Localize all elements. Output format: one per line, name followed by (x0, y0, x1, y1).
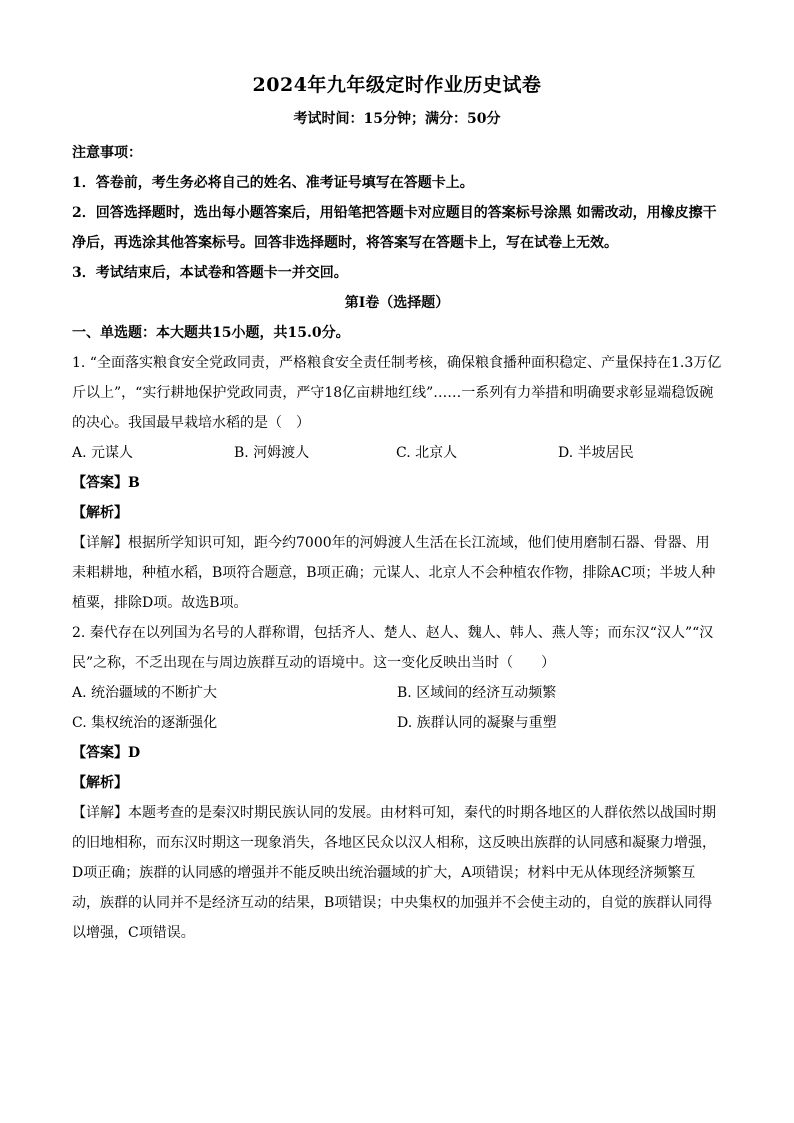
question-1 (72, 348, 722, 618)
exam-info: 考试时间：15分钟；满分：50分 (293, 111, 501, 127)
answer-label: 【答案】B (72, 475, 140, 491)
notice-item: 2．回答选择题时，选出每小题答案后，用铅笔把答题卡对应题目的答案标号涂黑 如需改动，用橡皮擦干净后，再选涂其他答案标号。回答非选择题时，将答案写在答题卡上，写在试卷上无效。 (72, 205, 717, 251)
option-a: A. 统治疆域的不断扩大 (72, 685, 218, 701)
option-b: B. 河姆渡人 (234, 445, 310, 461)
notice-item: 3．考试结束后，本试卷和答题卡一并交回。 (72, 265, 348, 281)
option-list (72, 678, 722, 738)
analysis-label: 【解析】 (72, 775, 128, 791)
notice-item: 1．答卷前，考生务必将自己的姓名、准考证号填写在答题卡上。 (72, 175, 474, 191)
section-title: 第Ⅰ卷（选择题） (344, 295, 450, 311)
detail-text: 【详解】本题考查的是秦汉时期民族认同的发展。由材料可知，秦代的时期各地区的人群依然以战国时期的旧地相称，而东汉时期这一现象消失，各地区民众以汉人相称，这反映出族群的认同感和凝聚力增强，D项正确；族群的认同感的增强并不能反映出统治疆域的扩大，A项错误；材料中无从体现经济频繁互动，族群的认同并不是经济互动的结果，B项错误；中央集权的加强并不会使主动的，自觉的族群认同得以增强，C项错误。 (72, 805, 716, 941)
question-2 (72, 618, 722, 948)
page-title: 2024年九年级定时作业历史试卷 (252, 74, 542, 96)
option-list (72, 438, 722, 468)
exam-body (72, 138, 722, 948)
option-b: B. 区域间的经济互动频繁 (397, 685, 557, 701)
option-a: A. 元谋人 (72, 445, 134, 461)
option-d: D. 半坡居民 (558, 445, 634, 461)
notice-heading: 注意事项： (72, 145, 142, 161)
option-c: C. 北京人 (396, 445, 458, 461)
question-stem: 2. 秦代存在以列国为名号的人群称谓，包括齐人、楚人、赵人、魏人、韩人、燕人等；而东汉“汉人”“汉民”之称，不乏出现在与周边族群互动的语境中。这一变化反映出当时（ ） (72, 625, 714, 671)
option-d: D. 族群认同的凝聚与重塑 (397, 715, 557, 731)
option-c: C. 集权统治的逐渐强化 (72, 715, 218, 731)
detail-text: 【详解】根据所学知识可知，距今约7000年的河姆渡人生活在长江流域，他们使用磨制石器、骨器、用耒耜耕地，种植水稻，B项符合题意，B项正确；元谋人、北京人不会种植农作物，排除AC项；半坡人种植粟，排除D项。故选B项。 (72, 535, 716, 611)
question-stem: 1. “全面落实粮食安全党政同责，严格粮食安全责任制考核，确保粮食播种面积稳定、产量保持在1.3万亿斤以上”，“实行耕地保护党政同责，严守18亿亩耕地红线”……一系列有力举措和明确要求彰显端稳饭碗的决心。我国最早栽培水稻的是（ ） (72, 355, 722, 431)
answer-label: 【答案】D (72, 745, 141, 761)
part-heading: 一、单选题：本大题共15小题，共15.0分。 (72, 325, 350, 341)
analysis-label: 【解析】 (72, 505, 128, 521)
